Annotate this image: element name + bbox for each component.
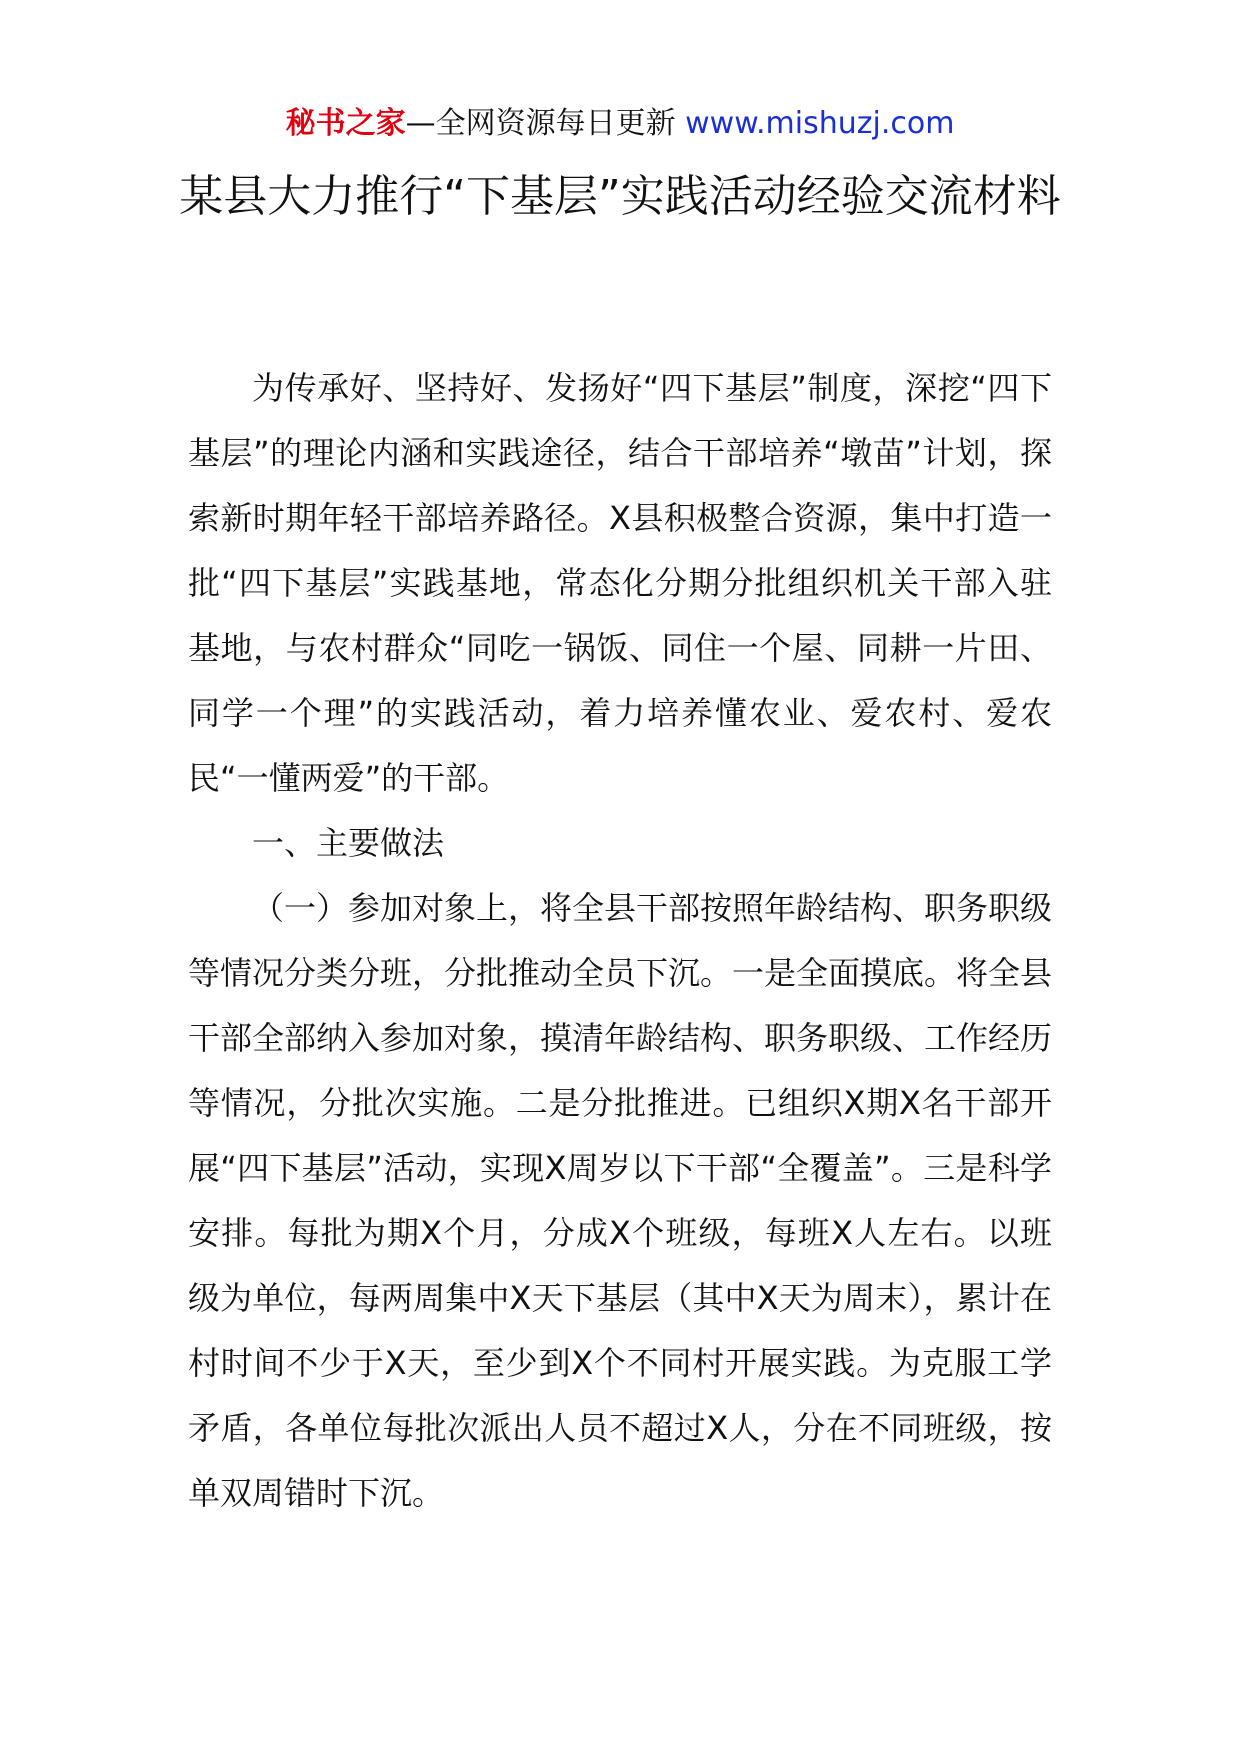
document-title: 某县大力推行“下基层”实践活动经验交流材料 [179,171,1061,222]
site-watermark-header [0,104,1240,144]
brand-name: 秘书之家 [285,106,406,141]
intro-paragraph: 为传承好、坚持好、发扬好“四下基层”制度，深挖“四下基层”的理论内涵和实践途径，结合干部培养“墩苗”计划，探索新时期年轻干部培养路径。X县积极整合资源，集中打造一批“四下基层”实践基地，常态化分期分批组织机关干部入驻基地，与农村群众“同吃一锅饭、同住一个屋、同耕一片田、同学一个理”的实践活动，着力培养懂农业、爱农村、爱农民“一懂两爱”的干部。 [188,369,1052,797]
body-paragraph: （一）参加对象上，将全县干部按照年龄结构、职务职级等情况分类分班，分批推动全员下沉。一是全面摸底。将全县干部全部纳入参加对象，摸清年龄结构、职务职级、工作经历等情况，分批次实施。二是分批推进。已组织X期X名干部开展“四下基层”活动，实现X周岁以下干部“全覆盖”。三是科学安排。每批为期X个月，分成X个班级，每班X人左右。以班级为单位，每两周集中X天下基层（其中X天为周末），累计在村时间不少于X天，至少到X个不同村开展实践。为克服工学矛盾，各单位每批次派出人员不超过X人，分在不同班级，按单双周错时下沉。 [188,889,1053,1512]
site-url: www.mishuzj.com [685,106,955,141]
document-body [188,356,1052,1526]
brand-tagline: —全网资源每日更新 [405,106,686,141]
section-heading: 一、主要做法 [252,824,445,862]
